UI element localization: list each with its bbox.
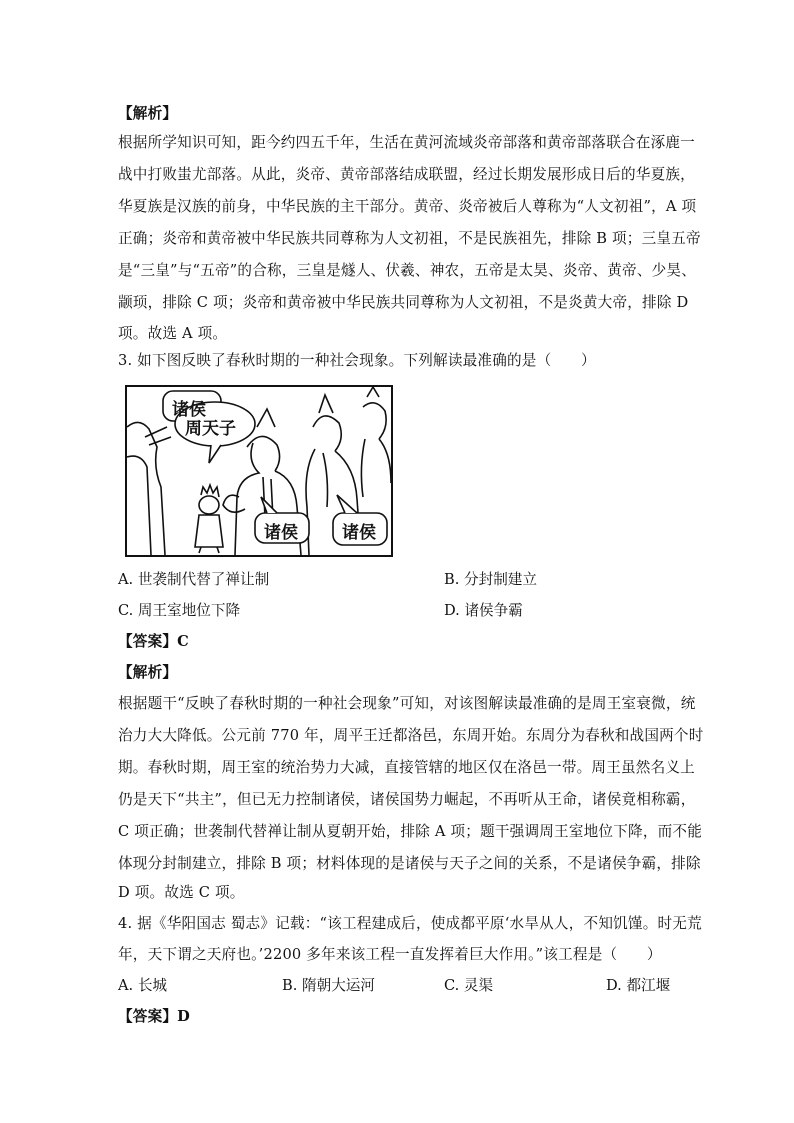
bubble-label-top: 诸侯 bbox=[172, 400, 206, 420]
question-4-option-b: B. 隋朝大运河 bbox=[282, 977, 375, 994]
question-4-answer: 【答案】D bbox=[118, 1008, 191, 1025]
analysis-1-line-3: 华夏族是汉族的前身，中华民族的主干部分。黄帝、炎帝被后人尊称为“人文初祖”，A 项 bbox=[118, 198, 697, 215]
analysis-2-line-6: 体现分封制建立，排除 B 项；材料体现的是诸侯与天子之间的关系，不是诸侯争霸，排除 bbox=[118, 855, 701, 872]
question-3-stem: 3. 如下图反映了春秋时期的一种社会现象。下列解读最准确的是（ ） bbox=[118, 352, 596, 369]
question-3-option-b: B. 分封制建立 bbox=[444, 571, 537, 588]
analysis-2-line-1: 根据题干“反映了春秋时期的一种社会现象”可知，对该图解读最准确的是周王室衰微，统 bbox=[118, 695, 696, 712]
analysis-1-line-7: 项。故选 A 项。 bbox=[118, 325, 228, 342]
bubble-label-bottom-right: 诸侯 bbox=[342, 523, 376, 543]
bubble-label-bottom-left: 诸侯 bbox=[264, 523, 298, 543]
analysis-1-line-5: 是“三皇”与“五帝”的合称，三皇是燧人、伏羲、神农，五帝是太昊、炎帝、黄帝、少昊、 bbox=[118, 262, 697, 279]
question-4-option-a: A. 长城 bbox=[118, 977, 168, 994]
analysis-2-line-5: C 项正确；世袭制代替禅让制从夏朝开始，排除 A 项；题干强调周王室地位下降，而不能 bbox=[118, 823, 702, 840]
analysis-heading-2: 【解析】 bbox=[118, 664, 178, 681]
question-3-option-d: D. 诸侯争霸 bbox=[444, 602, 523, 619]
analysis-2-line-2: 治力大大降低。公元前 770 年，周平王迁都洛邑，东周开始。东周分为春秋和战国两个时 bbox=[118, 727, 704, 744]
question-4-option-c: C. 灵渠 bbox=[444, 977, 494, 994]
question-4-option-d: D. 都江堰 bbox=[606, 977, 671, 994]
analysis-1-line-6: 颛顼，排除 C 项；炎帝和黄帝被中华民族共同尊称为人文初祖，不是炎黄大帝，排除 D bbox=[118, 294, 689, 311]
analysis-heading-1: 【解析】 bbox=[118, 105, 178, 122]
analysis-2-line-7: D 项。故选 C 项。 bbox=[118, 884, 245, 901]
question-4-stem-line-1: 4. 据《华阳国志 蜀志》记载：“该工程建成后，使成都平原‘水旱从人，不知饥馑。时无荒 bbox=[118, 915, 702, 932]
question-3-answer: 【答案】C bbox=[118, 633, 189, 650]
question-3-option-c: C. 周王室地位下降 bbox=[118, 602, 241, 619]
question-3-option-a: A. 世袭制代替了禅让制 bbox=[118, 571, 270, 588]
analysis-1-line-2: 战中打败蚩尤部落。从此，炎帝、黄帝部落结成联盟，经过长期发展形成日后的华夏族， bbox=[118, 166, 695, 183]
cartoon-figure bbox=[125, 385, 393, 557]
analysis-1-line-4: 正确；炎帝和黄帝被中华民族共同尊称为人文初祖，不是民族祖先，排除 B 项；三皇五帝 bbox=[118, 230, 701, 247]
analysis-2-line-3: 期。春秋时期，周王室的统治势力大减，直接管辖的地区仅在洛邑一带。周王虽然名义上 bbox=[118, 759, 695, 776]
analysis-2-line-4: 仍是天下“共主”，但已无力控制诸侯，诸侯国势力崛起，不再听从王命，诸侯竟相称霸， bbox=[118, 791, 696, 808]
analysis-1-line-1: 根据所学知识可知，距今约四五千年，生活在黄河流域炎帝部落和黄帝部落联合在涿鹿一 bbox=[118, 134, 695, 151]
question-4-stem-line-2: 年，天下谓之天府也。’2200 多年来该工程一直发挥着巨大作用。”该工程是（ ） bbox=[118, 946, 662, 963]
bubble-label-center: 周天子 bbox=[185, 419, 236, 439]
